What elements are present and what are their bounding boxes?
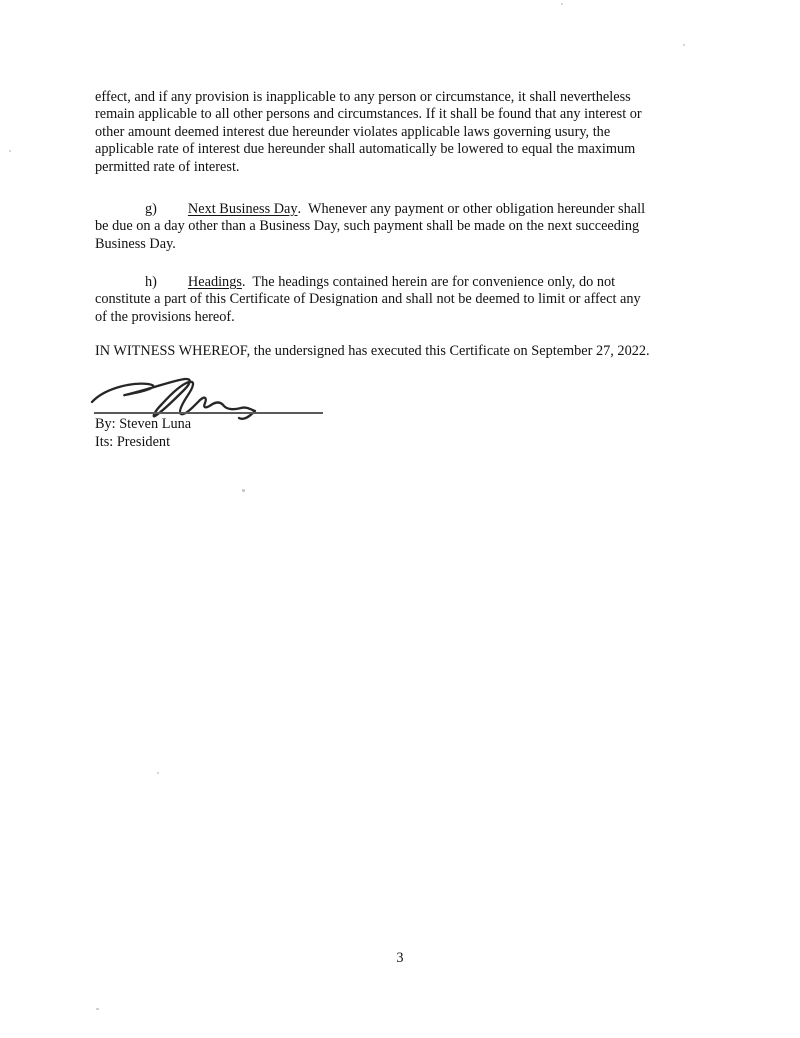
scan-speck	[242, 489, 245, 492]
text-line: of the provisions hereof.	[95, 308, 235, 325]
paragraph-h-body	[95, 291, 713, 326]
paragraph-g-text: . Whenever any payment or other obligation hereunder shall	[297, 201, 646, 217]
text-line: permitted rate of interest.	[95, 158, 240, 175]
paragraph-g-first-line	[95, 201, 713, 218]
text-line: effect, and if any provision is inapplicable to any person or circumstance, it shall nevertheless	[95, 89, 631, 105]
paragraph-h-heading: Headings	[187, 274, 242, 290]
text-line: other amount deemed interest due hereunder violates applicable laws governing usury, the	[95, 123, 611, 140]
signature-line	[94, 412, 323, 414]
text-line: Business Day.	[95, 235, 176, 252]
paragraph-g-body	[95, 218, 713, 253]
signature-by-line: By: Steven Luna	[95, 416, 192, 432]
text-line: constitute a part of this Certificate of Designation and shall not be deemed to limit or affect any	[95, 291, 641, 308]
paragraph-h-label: h)	[145, 274, 157, 290]
text-line: applicable rate of interest due hereunder shall automatically be lowered to equal the maximum	[95, 141, 636, 158]
page-number: 3	[396, 950, 404, 966]
paragraph-continuation	[95, 89, 713, 176]
paragraph-h-text: . The headings contained herein are for convenience only, do not	[241, 274, 616, 290]
paragraph-g-heading: Next Business Day	[187, 201, 298, 217]
paragraph-g	[95, 201, 713, 253]
scan-speck	[561, 3, 563, 5]
paragraph-h-first-line	[95, 274, 713, 291]
text-line: remain applicable to all other persons and circumstances. If it shall be found that any interest or	[95, 106, 642, 123]
scan-speck	[683, 44, 685, 46]
witness-clause: IN WITNESS WHEREOF, the undersigned has executed this Certificate on September 27, 2022.	[95, 343, 650, 359]
scan-speck	[9, 150, 11, 152]
paragraph-h	[95, 274, 713, 326]
paragraph-g-label: g)	[145, 201, 157, 217]
signature-title-line: Its: President	[95, 434, 171, 450]
scan-speck	[96, 1008, 99, 1010]
scan-speck	[157, 772, 159, 774]
text-line: be due on a day other than a Business Day, such payment shall be made on the next succeeding	[95, 218, 640, 235]
